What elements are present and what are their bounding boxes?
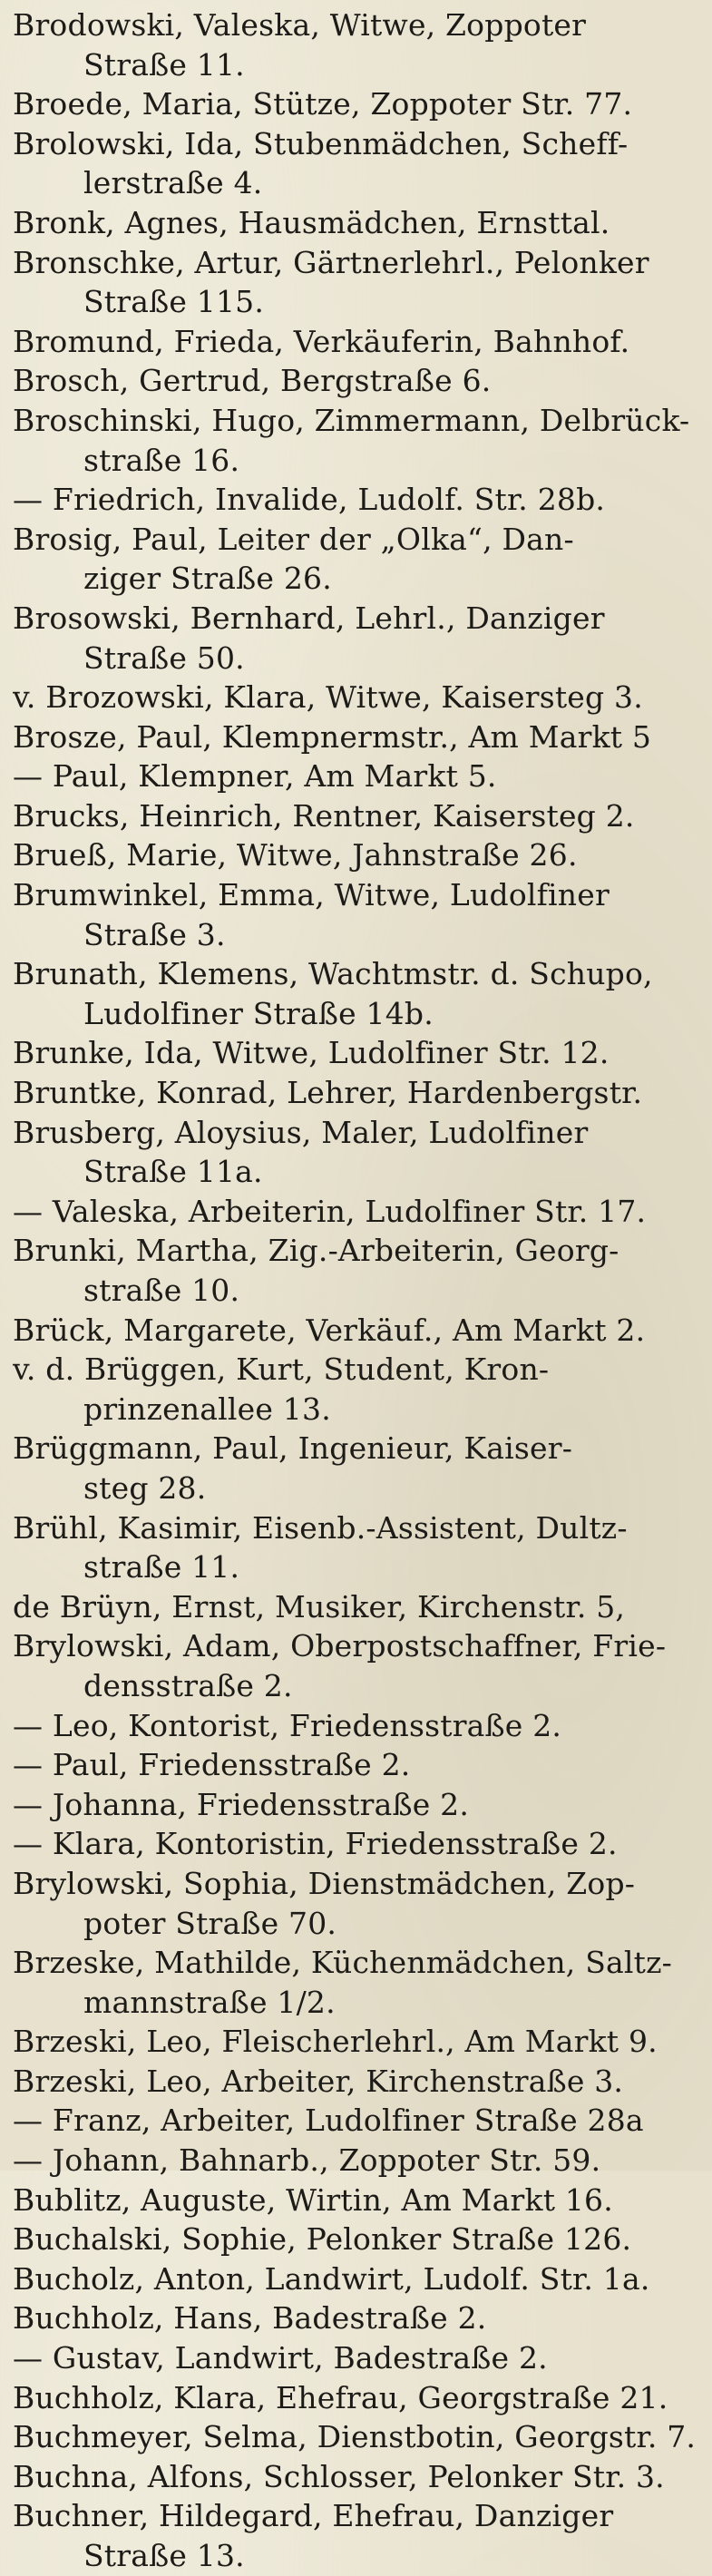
entry-line: — Franz, Arbeiter, Ludolfiner Straße 28a	[13, 2103, 644, 2139]
entry-line: Buchholz, Klara, Ehefrau, Georgstraße 21.	[13, 2379, 668, 2415]
entry-line: Bublitz, Auguste, Wirtin, Am Markt 16.	[13, 2181, 613, 2218]
directory-entry	[13, 1824, 701, 1864]
entry-line: Brzeski, Leo, Arbeiter, Kirchenstraße 3.	[13, 2063, 624, 2099]
entry-line: Brusberg, Aloysius, Maler, Ludolfiner	[13, 1114, 589, 1150]
entry-line: Brucks, Heinrich, Rentner, Kaisersteg 2.	[13, 797, 635, 834]
entry-line: Broschinski, Hugo, Zimmermann, Delbrück-	[13, 402, 690, 438]
entry-continuation-line: poter Straße 70.	[83, 1905, 337, 1941]
entry-continuation-line: lerstraße 4.	[83, 165, 263, 201]
entry-continuation-line: prinzenallee 13.	[83, 1390, 331, 1427]
entry-line: Brunki, Martha, Zig.-Arbeiterin, Georg-	[13, 1233, 619, 1269]
entry-line: Brzeski, Leo, Fleischerlehrl., Am Markt 9.	[13, 2024, 658, 2060]
entry-continuation-line: straße 11.	[83, 1549, 240, 1586]
entry-line: Brolowski, Ida, Stubenmädchen, Scheff-	[13, 125, 629, 161]
directory-entry	[13, 954, 701, 1033]
entry-continuation-line: straße 10.	[83, 1273, 240, 1308]
entry-continuation-line: Straße 50.	[83, 639, 245, 676]
entry-line: — Johanna, Friedensstraße 2.	[13, 1786, 470, 1822]
directory-entry	[13, 2298, 701, 2338]
directory-entry	[13, 875, 701, 954]
entry-line: Brüggmann, Paul, Ingenieur, Kaiser-	[13, 1430, 573, 1467]
entry-line: Brzeske, Mathilde, Küchenmädchen, Saltz-	[13, 1945, 673, 1981]
directory-entry	[13, 1192, 701, 1232]
entry-line: Brosig, Paul, Leiter der „Olka“, Dan-	[13, 521, 574, 557]
entry-line: Brylowski, Adam, Oberpostschaffner, Frie-	[13, 1628, 667, 1664]
directory-entry	[13, 2417, 701, 2457]
entry-line: Brühl, Kasimir, Eisenb.-Assistent, Dultz-	[13, 1509, 628, 1546]
directory-entry	[13, 480, 701, 520]
entry-line: Brunke, Ida, Witwe, Ludolfiner Str. 12.	[13, 1035, 610, 1071]
entry-line: Buchner, Hildegard, Ehefrau, Danziger	[13, 2498, 614, 2534]
entry-continuation-line: Straße 13.	[83, 2538, 245, 2573]
entry-line: Bromund, Frieda, Verkäuferin, Bahnhof.	[13, 323, 630, 359]
directory-entry	[13, 2259, 701, 2299]
directory-entry	[13, 1864, 701, 1943]
directory-entry	[13, 2062, 701, 2102]
entry-line: Brosowski, Bernhard, Lehrl., Danziger	[13, 600, 605, 636]
directory-entry	[13, 599, 701, 678]
entry-line: Brunath, Klemens, Wachtmstr. d. Schupo,	[13, 956, 653, 992]
directory-entry	[13, 520, 701, 599]
entry-continuation-line: Straße 3.	[83, 916, 226, 952]
directory-entry	[13, 1073, 701, 1113]
entry-line: — Paul, Klempner, Am Markt 5.	[13, 758, 497, 795]
entry-line: Bruntke, Konrad, Lehrer, Hardenbergstr.	[13, 1075, 643, 1111]
directory-entry	[13, 678, 701, 717]
directory-entry	[13, 322, 701, 362]
directory-entry	[13, 796, 701, 836]
entry-line: v. d. Brüggen, Kurt, Student, Kron-	[13, 1351, 550, 1388]
directory-entry	[13, 84, 701, 124]
directory-entry	[13, 1033, 701, 1073]
directory-entry	[13, 203, 701, 243]
entry-continuation-line: Straße 11a.	[83, 1154, 263, 1190]
entry-line: Brumwinkel, Emma, Witwe, Ludolfiner	[13, 877, 610, 913]
directory-entry	[13, 1311, 701, 1351]
entry-line: Buchalski, Sophie, Pelonker Straße 126.	[13, 2221, 632, 2258]
directory-entry	[13, 5, 701, 84]
entry-line: Brylowski, Sophia, Dienstmädchen, Zop-	[13, 1865, 636, 1901]
entry-line: Brosch, Gertrud, Bergstraße 6.	[13, 363, 492, 399]
entry-continuation-line: Straße 115.	[83, 284, 265, 320]
directory-entry	[13, 243, 701, 322]
entry-continuation-line: steg 28.	[83, 1469, 207, 1506]
directory-entry	[13, 2496, 701, 2575]
entry-continuation-line: densstraße 2.	[83, 1667, 293, 1703]
directory-entry	[13, 1350, 701, 1429]
directory-entry	[13, 1943, 701, 2022]
entry-line: — Valeska, Arbeiterin, Ludolfiner Str. 17.	[13, 1193, 647, 1229]
entry-continuation-line: Ludolfiner Straße 14b.	[83, 995, 434, 1031]
entry-line: — Johann, Bahnarb., Zoppoter Str. 59.	[13, 2142, 601, 2179]
entry-line: Bronk, Agnes, Hausmädchen, Ernsttal.	[13, 204, 610, 240]
directory-entry	[13, 2457, 701, 2497]
entry-line: Brück, Margarete, Verkäuf., Am Markt 2.	[13, 1312, 646, 1348]
entry-line: Brodowski, Valeska, Witwe, Zoppoter	[13, 7, 587, 43]
directory-entry	[13, 1231, 701, 1310]
directory-entry	[13, 1429, 701, 1508]
entry-line: v. Brozowski, Klara, Witwe, Kaisersteg 3.	[13, 679, 643, 716]
directory-entry	[13, 1785, 701, 1825]
directory-entry	[13, 835, 701, 875]
directory-entry	[13, 2220, 701, 2259]
directory-entry	[13, 2141, 701, 2181]
entry-line: Bronschke, Artur, Gärtnerlehrl., Pelonker	[13, 244, 649, 280]
directory-entry	[13, 361, 701, 401]
entry-line: de Brüyn, Ernst, Musiker, Kirchenstr. 5,	[13, 1588, 626, 1625]
directory-entry	[13, 124, 701, 203]
directory-entry	[13, 756, 701, 796]
directory-entry	[13, 2378, 701, 2418]
directory-entry	[13, 1745, 701, 1785]
directory-entry	[13, 2338, 701, 2378]
directory-entry	[13, 2181, 701, 2220]
entry-line: Buchholz, Hans, Badestraße 2.	[13, 2300, 487, 2337]
entry-line: Brosze, Paul, Klempnermstr., Am Markt 5	[13, 718, 652, 755]
entry-line: — Leo, Kontorist, Friedensstraße 2.	[13, 1707, 562, 1743]
entry-line: — Paul, Friedensstraße 2.	[13, 1747, 411, 1783]
entry-continuation-line: mannstraße 1/2.	[83, 1984, 336, 2020]
directory-entry	[13, 2101, 701, 2141]
entry-line: Brueß, Marie, Witwe, Jahnstraße 26.	[13, 837, 578, 873]
entry-line: Bucholz, Anton, Landwirt, Ludolf. Str. 1a.	[13, 2260, 650, 2297]
entry-line: — Friedrich, Invalide, Ludolf. Str. 28b.	[13, 482, 606, 518]
directory-entry	[13, 401, 701, 480]
directory-entry	[13, 1508, 701, 1587]
entry-continuation-line: ziger Straße 26.	[83, 561, 332, 597]
directory-entry	[13, 1113, 701, 1192]
directory-entry	[13, 1626, 701, 1705]
entry-line: Buchna, Alfons, Schlosser, Pelonker Str. 3.	[13, 2458, 665, 2494]
entry-line: — Gustav, Landwirt, Badestraße 2.	[13, 2340, 548, 2376]
directory-entry	[13, 1587, 701, 1627]
entry-line: Buchmeyer, Selma, Dienstbotin, Georgstr. 7.	[13, 2419, 697, 2455]
directory-entries	[13, 5, 701, 2576]
directory-entry	[13, 717, 701, 757]
directory-entry	[13, 2022, 701, 2062]
entry-continuation-line: Straße 11.	[83, 46, 245, 83]
directory-entry	[13, 1706, 701, 1746]
entry-line: Broede, Maria, Stütze, Zoppoter Str. 77.	[13, 86, 633, 122]
entry-continuation-line: straße 16.	[83, 442, 240, 478]
entry-line: — Klara, Kontoristin, Friedensstraße 2.	[13, 1826, 618, 1862]
